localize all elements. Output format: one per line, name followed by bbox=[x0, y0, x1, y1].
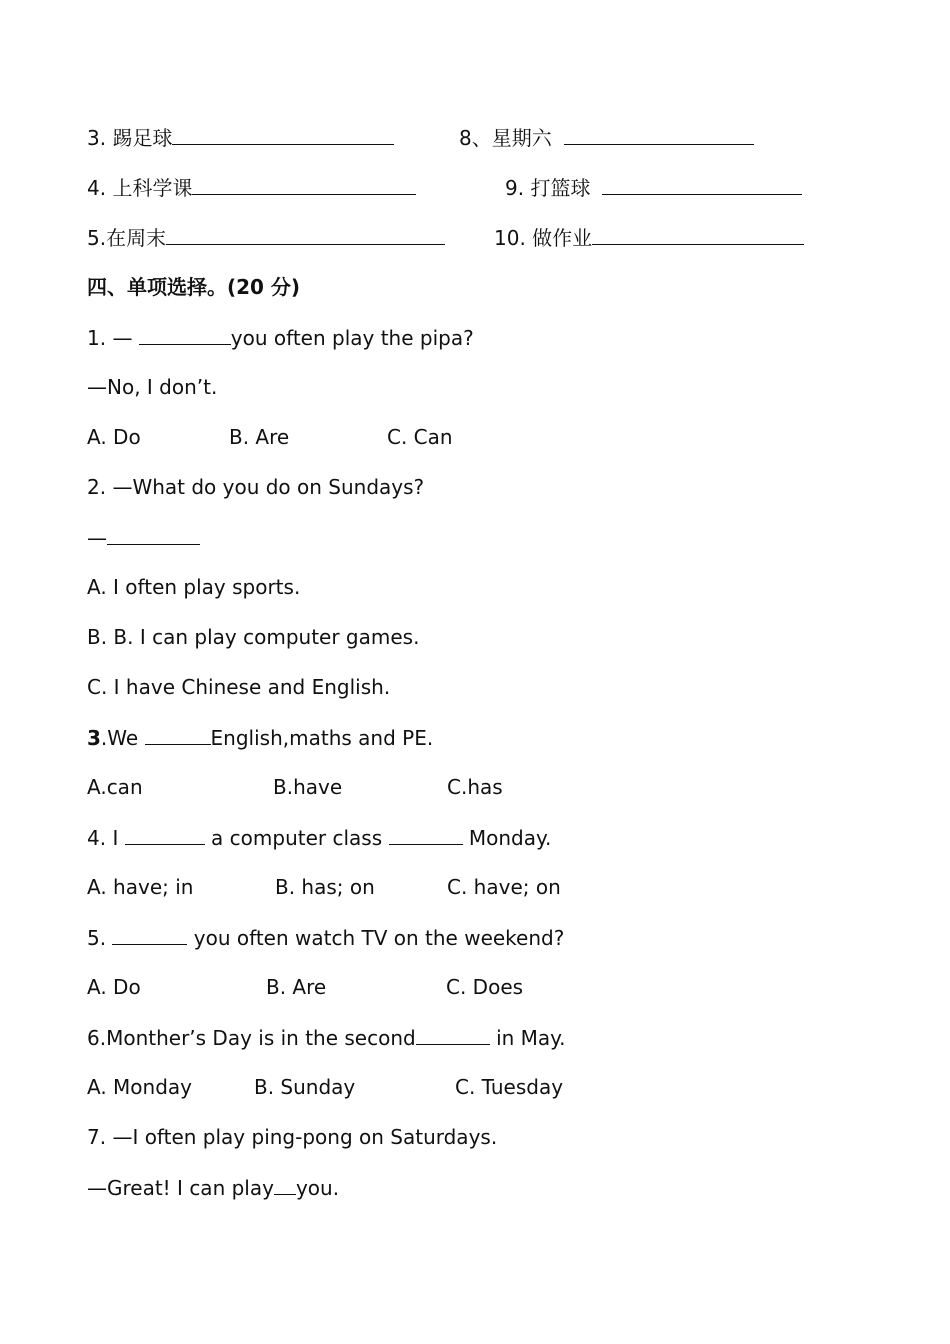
question-6 bbox=[87, 1024, 566, 1051]
question-1-answer: —No, I don’t. bbox=[87, 375, 218, 399]
answer-blank[interactable] bbox=[389, 824, 463, 845]
question-3-option-a[interactable]: A.can bbox=[87, 775, 143, 799]
question-5-option-a[interactable]: A. Do bbox=[87, 975, 141, 999]
answer-blank[interactable] bbox=[274, 1174, 296, 1195]
answer-blank[interactable] bbox=[145, 724, 211, 745]
question-5-part-2: you often watch TV on the weekend? bbox=[187, 926, 565, 950]
answer-blank[interactable] bbox=[592, 224, 804, 245]
answer-blank[interactable] bbox=[139, 324, 231, 345]
question-1-option-c[interactable]: C. Can bbox=[387, 425, 453, 449]
vocab-item-5-label: 5.在周末 bbox=[87, 226, 167, 250]
question-7: 7. —I often play ping-pong on Saturdays. bbox=[87, 1125, 498, 1149]
question-5-option-c[interactable]: C. Does bbox=[446, 975, 524, 999]
vocab-item-5 bbox=[87, 224, 445, 251]
question-3-suffix: English,maths and PE. bbox=[210, 726, 434, 750]
answer-blank[interactable] bbox=[602, 174, 802, 195]
answer-blank[interactable] bbox=[192, 174, 416, 195]
question-3-option-b[interactable]: B.have bbox=[273, 775, 343, 799]
question-5-option-b[interactable]: B. Are bbox=[266, 975, 327, 999]
vocab-item-3 bbox=[87, 124, 394, 151]
question-2-option-b[interactable]: B. B. I can play computer games. bbox=[87, 625, 420, 649]
question-4-part-2: a computer class bbox=[204, 826, 389, 850]
question-5 bbox=[87, 924, 564, 951]
question-2: 2. —What do you do on Sundays? bbox=[87, 475, 425, 499]
vocab-item-9 bbox=[505, 174, 802, 201]
question-4-option-b[interactable]: B. has; on bbox=[275, 875, 375, 899]
question-7-answer bbox=[87, 1174, 339, 1201]
answer-blank[interactable] bbox=[564, 124, 754, 145]
question-2-blank-line bbox=[87, 524, 200, 551]
question-1-option-a[interactable]: A. Do bbox=[87, 425, 141, 449]
question-6-part-2: in May. bbox=[489, 1026, 566, 1050]
question-6-option-b[interactable]: B. Sunday bbox=[254, 1075, 356, 1099]
question-1-option-b[interactable]: B. Are bbox=[229, 425, 290, 449]
question-3-prefix: .We bbox=[100, 726, 145, 750]
answer-blank[interactable] bbox=[172, 124, 394, 145]
question-5-part-1: 5. bbox=[87, 926, 113, 950]
section-title: 四、单项选择。(20 分) bbox=[87, 275, 301, 299]
question-6-option-a[interactable]: A. Monday bbox=[87, 1075, 192, 1099]
question-3-option-c[interactable]: C.has bbox=[447, 775, 503, 799]
answer-blank[interactable] bbox=[416, 1024, 490, 1045]
question-2-option-a[interactable]: A. I often play sports. bbox=[87, 575, 301, 599]
answer-blank[interactable] bbox=[125, 824, 205, 845]
question-1 bbox=[87, 324, 474, 351]
vocab-item-3-label: 3. 踢足球 bbox=[87, 126, 173, 150]
vocab-item-10-label: 10. 做作业 bbox=[494, 226, 593, 250]
question-4-option-c[interactable]: C. have; on bbox=[447, 875, 561, 899]
vocab-item-4-label: 4. 上科学课 bbox=[87, 176, 193, 200]
question-7-part-2: you. bbox=[295, 1176, 340, 1200]
vocab-item-4 bbox=[87, 174, 416, 201]
question-2-dash: — bbox=[87, 526, 107, 550]
vocab-item-10 bbox=[494, 224, 804, 251]
answer-blank[interactable] bbox=[112, 924, 187, 945]
vocab-item-9-label: 9. 打篮球 bbox=[505, 176, 591, 200]
question-6-option-c[interactable]: C. Tuesday bbox=[455, 1075, 564, 1099]
question-3 bbox=[87, 724, 433, 751]
vocab-item-8 bbox=[459, 124, 754, 151]
question-6-part-1: 6.Monther’s Day is in the second bbox=[87, 1026, 416, 1050]
question-4-part-3: Monday. bbox=[462, 826, 552, 850]
question-2-option-c[interactable]: C. I have Chinese and English. bbox=[87, 675, 391, 699]
vocab-item-8-label: 8、星期六 bbox=[459, 126, 552, 150]
answer-blank[interactable] bbox=[166, 224, 445, 245]
question-3-number: 3 bbox=[87, 726, 101, 750]
question-7-part-1: —Great! I can play bbox=[87, 1176, 274, 1200]
question-1-prefix: 1. — bbox=[87, 326, 139, 350]
question-4-option-a[interactable]: A. have; in bbox=[87, 875, 194, 899]
question-4 bbox=[87, 824, 551, 851]
answer-blank[interactable] bbox=[107, 524, 200, 545]
question-1-suffix: you often play the pipa? bbox=[230, 326, 474, 350]
question-4-part-1: 4. I bbox=[87, 826, 125, 850]
